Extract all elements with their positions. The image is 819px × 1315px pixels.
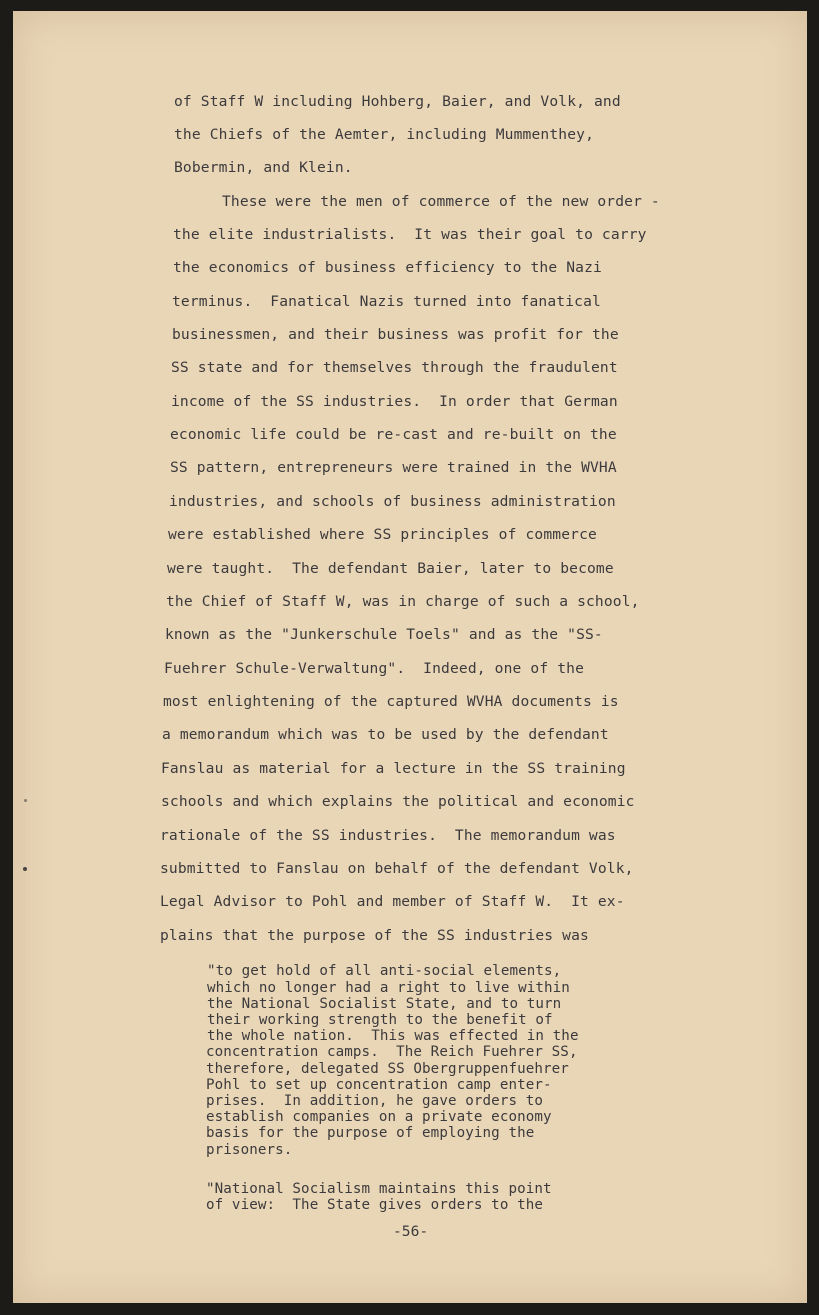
- body-line: SS pattern, entrepreneurs were trained in the WVHA: [170, 459, 617, 476]
- body-line: These were the men of commerce of the new order -: [222, 193, 660, 210]
- page-number: -56-: [393, 1223, 429, 1240]
- body-line: of Staff W including Hohberg, Baier, and Volk, and: [174, 93, 621, 110]
- body-line: the Chief of Staff W, was in charge of such a school,: [166, 593, 640, 610]
- quote-line: Pohl to set up concentration camp enter-: [206, 1077, 552, 1093]
- body-line: the Chiefs of the Aemter, including Mummenthey,: [174, 126, 595, 143]
- quote-line: the National Socialist State, and to turn: [207, 996, 562, 1012]
- quote-line: prisoners.: [206, 1142, 293, 1158]
- quote-line: establish companies on a private economy: [206, 1109, 552, 1125]
- body-line: businessmen, and their business was profit for the: [172, 326, 619, 343]
- body-line: known as the "Junkerschule Toels" and as the "SS-: [165, 626, 603, 643]
- body-line: industries, and schools of business administration: [169, 493, 616, 510]
- body-line: schools and which explains the political and economic: [161, 793, 635, 810]
- body-line: rationale of the SS industries. The memorandum was: [160, 827, 616, 844]
- paper-speck: [24, 799, 27, 802]
- quote-line: prises. In addition, he gave orders to: [206, 1093, 544, 1109]
- body-line: the elite industrialists. It was their goal to carry: [173, 226, 647, 243]
- quote-line: therefore, delegated SS Obergruppenfuehrer: [206, 1061, 569, 1077]
- quote-line: their working strength to the benefit of: [207, 1012, 553, 1028]
- body-line: a memorandum which was to be used by the defendant: [162, 726, 609, 743]
- body-line: were established where SS principles of commerce: [168, 526, 597, 543]
- body-line: Fanslau as material for a lecture in the SS training: [161, 760, 626, 777]
- quote-line: the whole nation. This was effected in the: [207, 1028, 579, 1044]
- body-line: were taught. The defendant Baier, later to become: [167, 560, 614, 577]
- quote-line: which no longer had a right to live within: [207, 980, 570, 996]
- body-line: Fuehrer Schule-Verwaltung". Indeed, one of the: [164, 660, 585, 677]
- body-line: SS state and for themselves through the fraudulent: [171, 359, 618, 376]
- paper-speck: [23, 867, 27, 871]
- quote-line: concentration camps. The Reich Fuehrer SS,: [206, 1044, 578, 1060]
- document-page: [13, 11, 807, 1303]
- body-line: terminus. Fanatical Nazis turned into fanatical: [172, 293, 601, 310]
- body-line: submitted to Fanslau on behalf of the defendant Volk,: [160, 860, 634, 877]
- quote-line: basis for the purpose of employing the: [206, 1125, 535, 1141]
- quote-line: "National Socialism maintains this point: [206, 1181, 552, 1197]
- body-line: plains that the purpose of the SS industries was: [160, 927, 589, 944]
- body-line: most enlightening of the captured WVHA documents is: [163, 693, 619, 710]
- body-line: Bobermin, and Klein.: [174, 159, 353, 176]
- quote-line: of view: The State gives orders to the: [206, 1197, 544, 1213]
- body-line: Legal Advisor to Pohl and member of Staff W. It ex-: [160, 893, 625, 910]
- body-line: economic life could be re-cast and re-built on the: [170, 426, 617, 443]
- body-line: the economics of business efficiency to the Nazi: [173, 259, 602, 276]
- body-line: income of the SS industries. In order that German: [171, 393, 618, 410]
- quote-line: "to get hold of all anti-social elements,: [207, 963, 562, 979]
